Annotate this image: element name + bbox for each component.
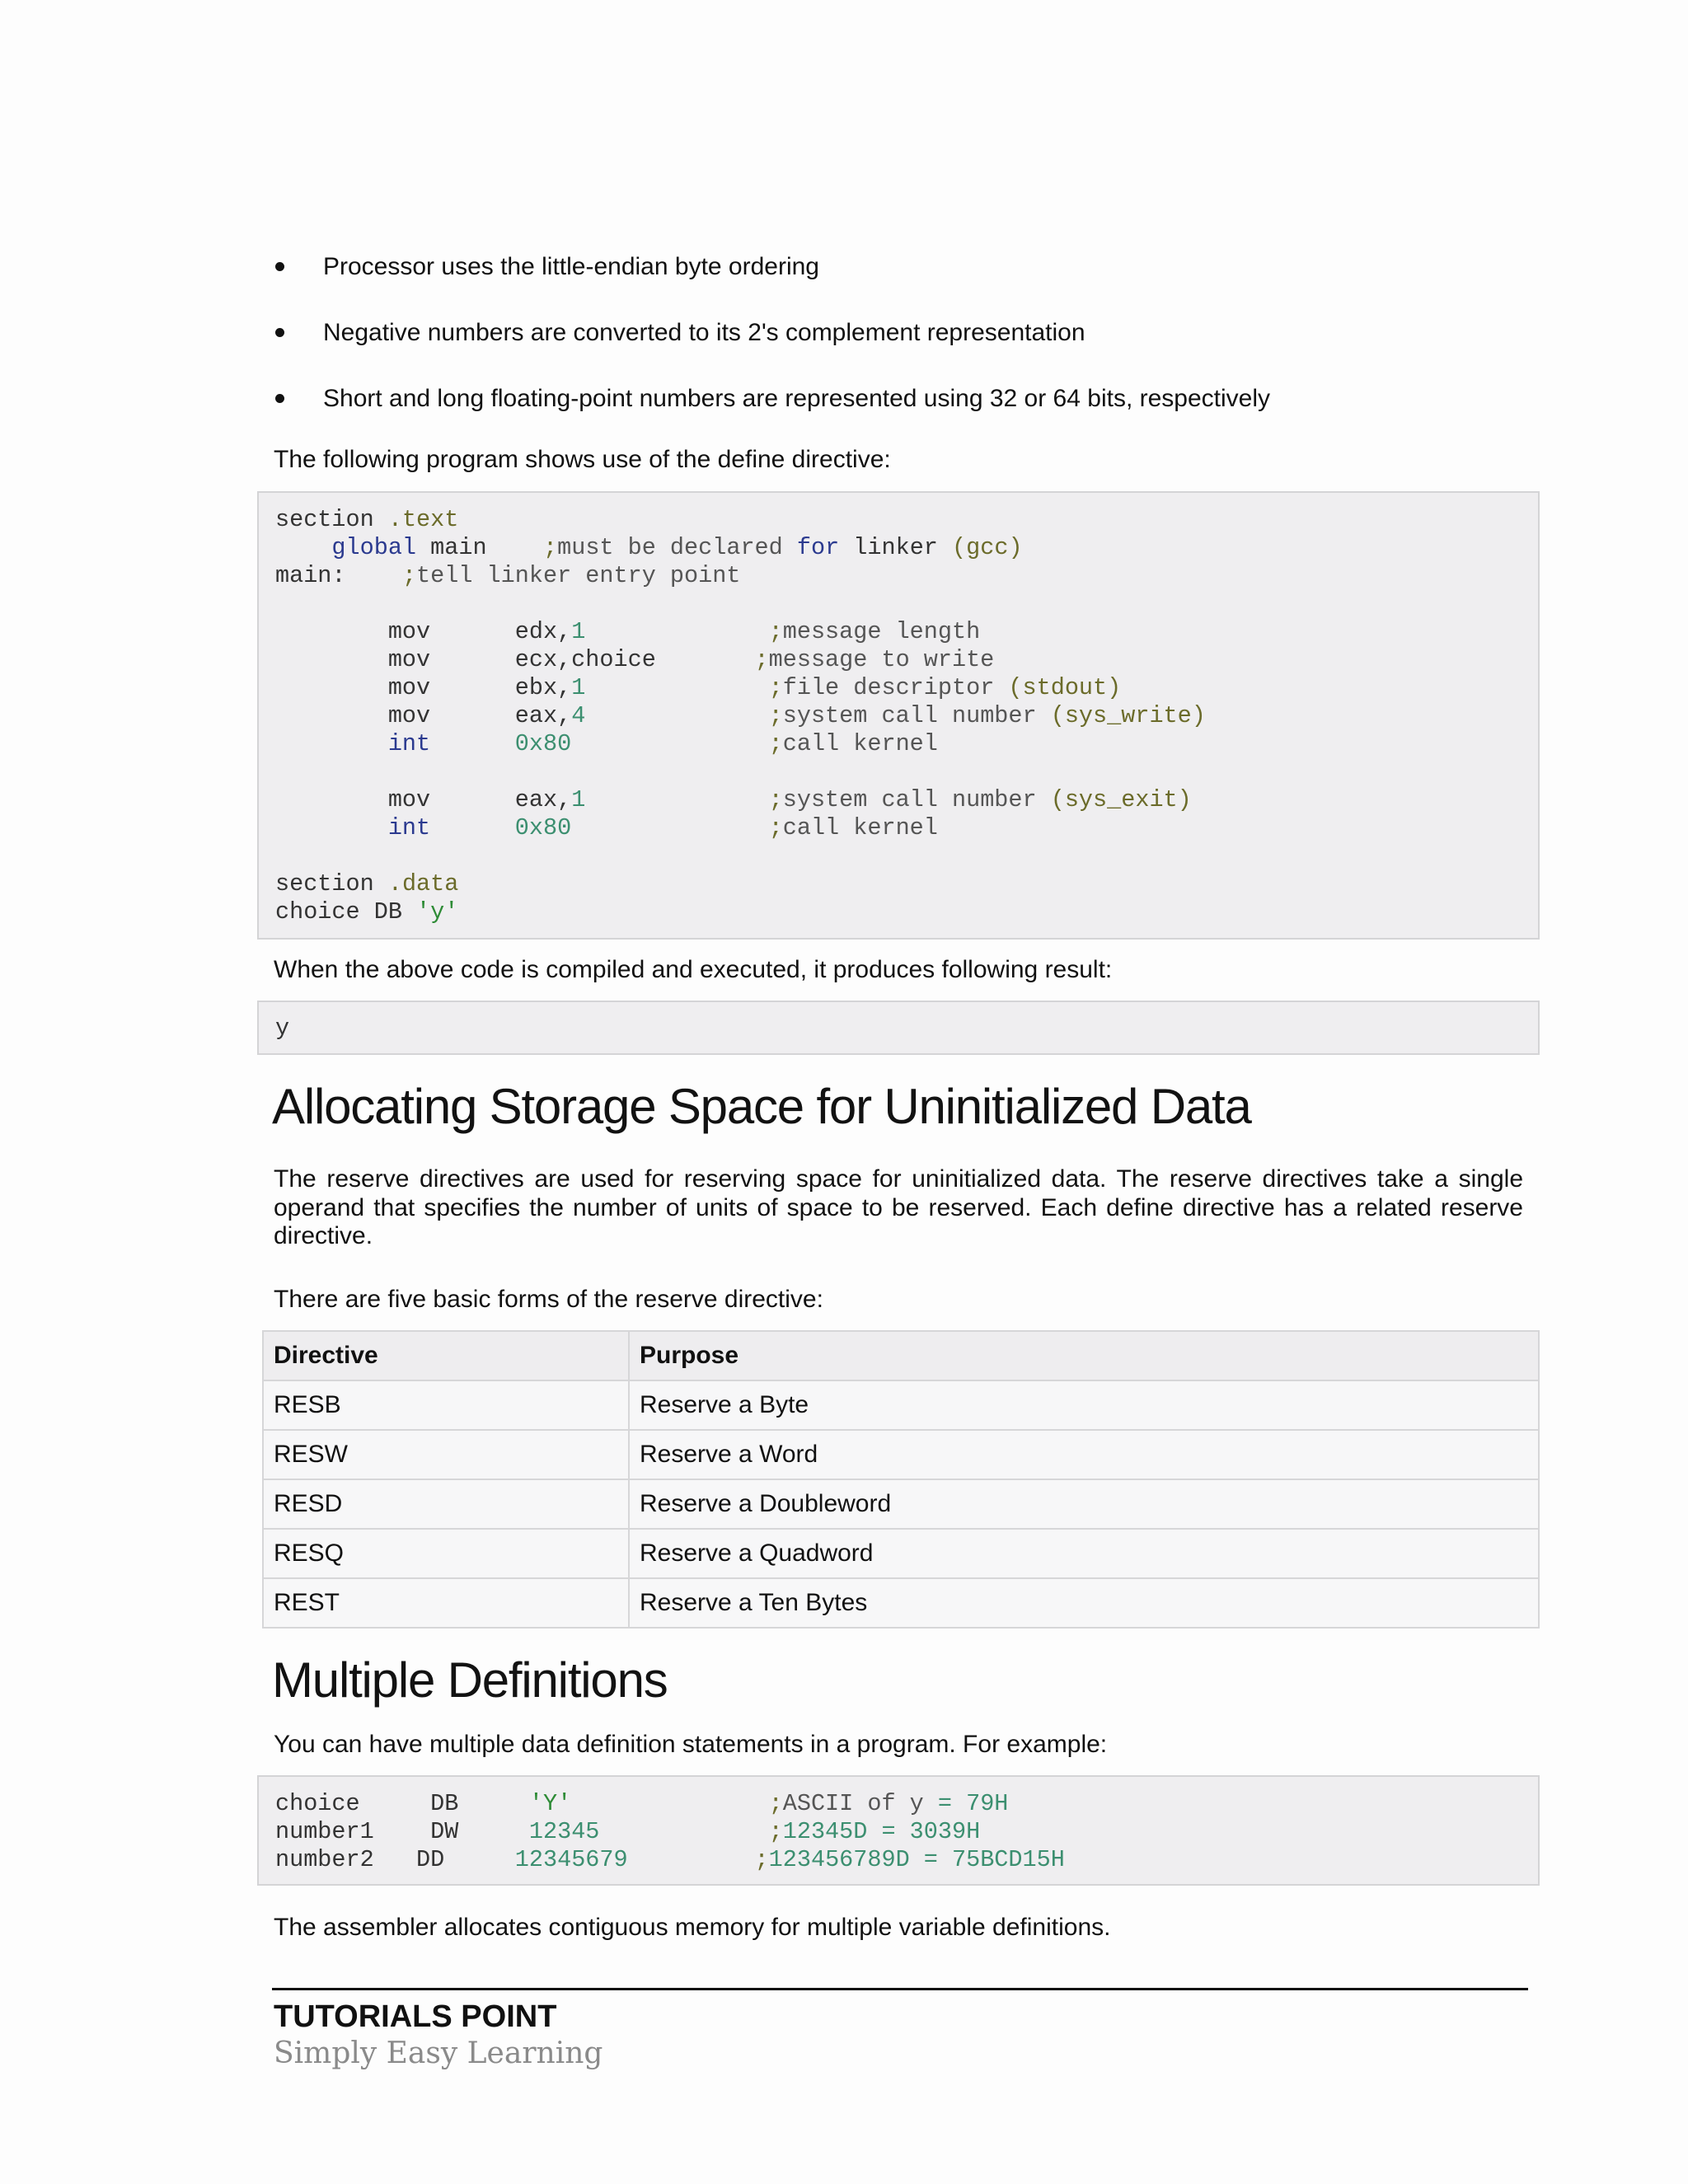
bullet-icon <box>275 394 284 403</box>
table-cell: RESD <box>263 1479 629 1529</box>
code-line: int 0x80 ;call kernel <box>387 730 938 757</box>
list-item: Short and long floating-point numbers are represented using 32 or 64 bits, respectively <box>272 377 1558 420</box>
code-line: section .text <box>275 506 459 533</box>
code-line: number2 DD 12345679 ;123456789D = 75BCD15H <box>275 1846 1065 1873</box>
table-cell: RESB <box>263 1380 629 1430</box>
table-cell: RESW <box>263 1430 629 1479</box>
code-line: section .data <box>275 870 459 898</box>
table-cell: Reserve a Ten Bytes <box>629 1578 1539 1628</box>
code-block-multiple <box>257 1775 1540 1886</box>
closing-text: The assembler allocates contiguous memory for multiple variable definitions. <box>274 1914 1111 1941</box>
output-block <box>257 1001 1540 1055</box>
reserve-directive-table <box>262 1330 1540 1629</box>
footer-brand-title: TUTORIALS POINT <box>274 1999 557 2034</box>
table-cell: Reserve a Byte <box>629 1380 1539 1430</box>
table-row <box>263 1430 1539 1479</box>
code-line: mov edx,1 ;message length <box>387 618 981 645</box>
table-row <box>263 1380 1539 1430</box>
code-line: choice DB 'Y' ;ASCII of y = 79H <box>275 1790 1009 1817</box>
result-intro-text: When the above code is compiled and executed, it produces following result: <box>274 956 1113 983</box>
bullet-icon <box>275 262 284 271</box>
code-line: choice DB 'y' <box>275 898 459 926</box>
reserve-paragraph: The reserve directives are used for reserving space for uninitialized data. The reserve directives take a single operand that specifies the number of units of space to be reserved. Each define directive has a related reserve directive. <box>274 1165 1523 1249</box>
code-line: number1 DW 12345 ;12345D = 3039H <box>275 1818 981 1845</box>
code-line: global main ;must be declared for linker (gcc) <box>331 534 1023 561</box>
table-header-directive: Directive <box>263 1331 629 1380</box>
footer-divider <box>272 1988 1528 1990</box>
table-cell: Reserve a Quadword <box>629 1529 1539 1578</box>
table-row <box>263 1578 1539 1628</box>
list-item: Negative numbers are converted to its 2's complement representation <box>272 312 1558 354</box>
bullet-list <box>272 246 1558 443</box>
code-block-define <box>257 491 1540 940</box>
code-line: mov eax,1 ;system call number (sys_exit) <box>387 786 1192 813</box>
table-cell: REST <box>263 1578 629 1628</box>
table-cell: RESQ <box>263 1529 629 1578</box>
table-row <box>263 1479 1539 1529</box>
table-header-purpose: Purpose <box>629 1331 1539 1380</box>
section-heading-uninitialized: Allocating Storage Space for Uninitialized Data <box>272 1079 1251 1134</box>
table-cell: Reserve a Word <box>629 1430 1539 1479</box>
table-header-row <box>263 1331 1539 1380</box>
bullet-icon <box>275 328 284 337</box>
code-line: mov ebx,1 ;file descriptor (stdout) <box>387 674 1122 701</box>
section-heading-multiple: Multiple Definitions <box>272 1652 668 1708</box>
code-line: mov eax,4 ;system call number (sys_write) <box>387 702 1206 729</box>
table-cell: Reserve a Doubleword <box>629 1479 1539 1529</box>
five-forms-text: There are five basic forms of the reserve directive: <box>274 1286 823 1313</box>
code-line: mov ecx,choice ;message to write <box>387 646 995 673</box>
intro-define-text: The following program shows use of the define directive: <box>274 446 891 473</box>
footer-brand-subtitle: Simply Easy Learning <box>274 2036 603 2070</box>
multi-intro-text: You can have multiple data definition statements in a program. For example: <box>274 1731 1108 1758</box>
table-row <box>263 1529 1539 1578</box>
list-item: Processor uses the little-endian byte ordering <box>272 246 1558 288</box>
output-text: y <box>275 1015 290 1042</box>
code-line: main: ;tell linker entry point <box>275 562 741 589</box>
code-line: int 0x80 ;call kernel <box>387 814 938 841</box>
